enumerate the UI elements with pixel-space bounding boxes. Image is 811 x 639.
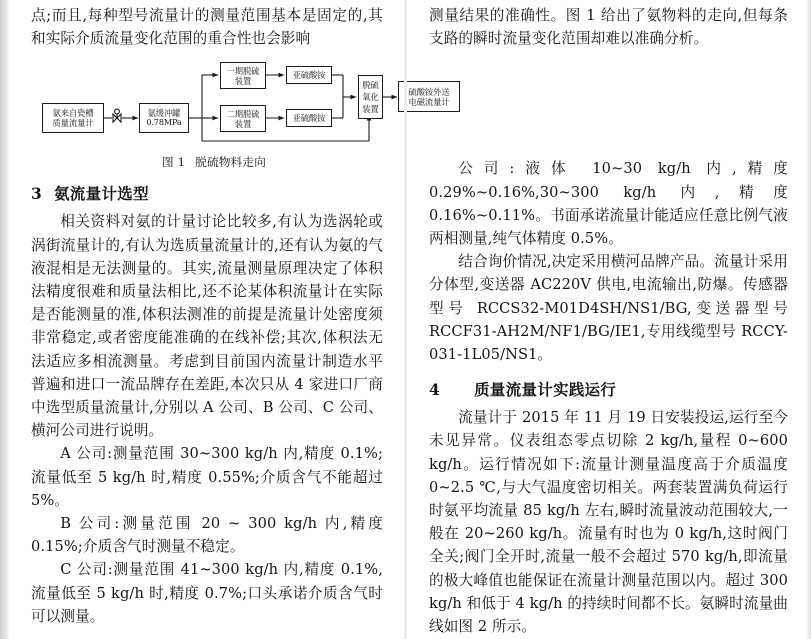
figure-box-stage1: [220, 62, 266, 89]
figure-box-stage2-line2: 装置: [234, 118, 252, 129]
section-3-paragraph-4: C 公司:测量范围 41~300 kg/h 内,精度 0.1%,流量低至 5 kg/h 时,精度 0.7%;口头承诺介质含气时可以测量。: [31, 561, 383, 625]
left-top-paragraph: 点;而且,每种型号流量计的测量范围基本是固定的,其和实际介质流量变化范围的重合性也会影响: [31, 7, 383, 48]
figure-box-stage1-line2: 装置: [234, 75, 252, 86]
figure-box-product2: [286, 109, 332, 127]
figure-box-source-line1: 氨来自瓷槽: [52, 108, 94, 118]
figure-box-product1-line1: 亚硫酸铵: [292, 70, 326, 81]
right-paragraph-selection: 结合询价情况,决定采用横河品牌产品。流量计采用分体型,变送器 AC220V 供电,电流输出,防爆。传感器型号 RCCS32-M01D4SH/NS1/BG,变送器型号 RCCF31-AH2M/NF1/BG/IE1,专用线缆型号 RCCY-031-1L05/NS1。: [429, 253, 788, 364]
section-4-title: 质量流量计实践运行: [474, 381, 617, 400]
figure-box-oxidizer-line3: 装置: [362, 104, 379, 115]
figure-box-stage2: [220, 105, 266, 132]
figure-box-oxidizer-line1: 脱硫: [362, 80, 379, 91]
figure-1-canvas: [34, 61, 450, 147]
figure-1: [31, 61, 450, 170]
figure-box-product2-line1: 亚硫酸铵: [292, 113, 326, 124]
figure-caption-spacer: [429, 50, 788, 157]
section-3-paragraph-2: A 公司:测量范围 30~300 kg/h 内,精度 0.1%;流量低至 5 kg/h 时,精度 0.55%;介质含气不能超过 5%。: [31, 445, 383, 509]
scan-edge-right: [807, 0, 811, 639]
section-4-heading: [429, 378, 788, 400]
section-3-paragraph-1: 相关资料对氨的计量讨论比较多,有认为选涡轮或涡街流量计的,有认为选质量流量计的,还有认为氨的气液混相是无法测量的。其实,流量测量原理决定了体积法精度很难和质量法相比,还不论某体积流量计在实际是否能测量的准,体积法测准的前提是流量计处密度须非常稳定,或者密度能准确的在线补偿;其次,体积法无法适应多相流测量。考虑到目前国内流量计制造水平普遍和进口一流品牌存在差距,本次只从 4 家进口厂商中选型质量流量计,分别以 A 公司、B 公司、C 公司、横河公司进行说明。: [31, 213, 383, 440]
figure-box-oxidizer-line2: 氧化: [362, 92, 379, 103]
figure-box-buffer-line2: 0.78MPa: [146, 118, 182, 128]
right-column: [405, 0, 810, 639]
figure-box-oxidizer: [358, 75, 383, 119]
figure-1-caption-text: 脱硫物料走向: [195, 155, 267, 170]
figure-box-source-line2: 质量流量计: [52, 118, 94, 129]
figure-box-source: [42, 103, 104, 133]
section-3-title: 氨流量计选型: [54, 185, 149, 204]
figure-box-product1: [286, 66, 332, 84]
figure-1-caption: [34, 154, 394, 170]
figure-1-caption-number: 图 1: [161, 155, 186, 170]
section-3-heading: [31, 182, 383, 204]
right-top-paragraph: 测量结果的准确性。图 1 给出了氨物料的走向,但每条支路的瞬时流量变化范围却难以准确分析。: [429, 7, 788, 48]
section-3-number: 3: [31, 185, 43, 204]
scan-edge-gutter: [404, 0, 407, 639]
section-4-number: 4: [429, 381, 441, 400]
figure-box-buffer-line1: 氨缓冲罐: [147, 108, 181, 118]
section-3-paragraph-3: B 公司:测量范围 20 ~ 300 kg/h 内,精度 0.15%;介质含气时测量不稳定。: [31, 515, 383, 556]
right-paragraph-yokogawa: 公司:液体 10~30 kg/h 内,精度 0.29%~0.16%,30~300 kg/h 内,精度 0.16%~0.11%。书面承诺流量计能适应任意比例气液两相测量,纯气体精度 0.5%。: [429, 160, 788, 248]
figure-box-output-line1: 硫酸铵外送: [408, 86, 450, 97]
figure-box-output-line2: 电磁流量计: [408, 96, 450, 107]
section-4-paragraph-1: 流量计于 2015 年 11 月 19 日安装投运,运行至今未见异常。仪表组态零点切除 2 kg/h,量程 0~600 kg/h。运行情况如下:流量计测量温度高于介质温度 0~2.5 ℃,与大气温度密切相关。两套装置满负荷运行时氨平均流量 85 kg/h 左右,瞬时流量波动范围较大,一般在 20~260 kg/h。流量有时也为 0 kg/h,这时阀门全关;阀门全开时,流量一般不会超过 570 kg/h,即流量的极大峰值也能保证在流量计测量范围以内。超过 300 kg/h 和低于 4 kg/h 的持续时间都不长。氨瞬时流量曲线如图 2 所示。: [429, 409, 788, 636]
figure-box-stage1-line1: 一期脱硫: [226, 65, 260, 76]
figure-box-buffer: [139, 103, 189, 133]
figure-box-stage2-line1: 二期脱硫: [226, 108, 260, 119]
